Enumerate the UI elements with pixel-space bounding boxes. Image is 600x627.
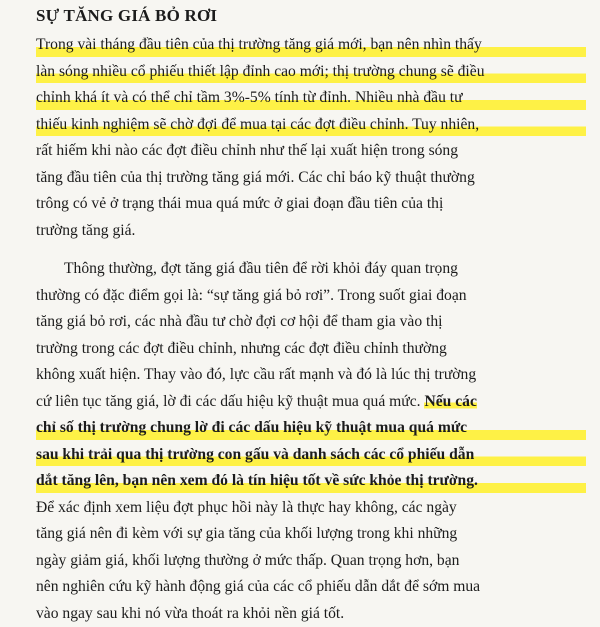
section-title: SỰ TĂNG GIÁ BỎ RƠI — [36, 6, 586, 26]
text-line: chỉnh khá ít và có thể chỉ tầm 3%-5% tính từ đỉnh. Nhiều nhà đầu tư — [36, 85, 586, 112]
paragraph-2 — [36, 256, 586, 627]
text-line: trông có vẻ ở trạng thái mua quá mức ở giai đoạn đầu tiên của thị — [36, 191, 586, 218]
text-line: trường tăng giá. — [36, 218, 586, 245]
text-line: không xuất hiện. Thay vào đó, lực cầu rất mạnh và đó là lúc thị trường — [36, 362, 586, 389]
text-line: nên nghiên cứu kỹ hành động giá của các cổ phiếu dẫn dắt để sớm mua — [36, 574, 586, 601]
text-line: tăng giá nên đi kèm với sự gia tăng của khối lượng trong khi những — [36, 521, 586, 548]
text-line — [36, 389, 586, 416]
text-line: vào ngay sau khi nó vừa thoát ra khỏi nền giá tốt. — [36, 601, 586, 627]
text-line-plain: cứ liên tục tăng giá, lờ đi các dấu hiệu kỹ thuật mua quá mức. — [36, 393, 421, 410]
text-line: thường có đặc điểm gọi là: “sự tăng giá bỏ rơi”. Trong suốt giai đoạn — [36, 283, 586, 310]
text-line: thiếu kinh nghiệm sẽ chờ đợi để mua tại các đợt điều chỉnh. Tuy nhiên, — [36, 112, 586, 139]
text-line: rất hiếm khi nào các đợt điều chỉnh như thế lại xuất hiện trong sóng — [36, 138, 586, 165]
text-line: tăng đầu tiên của thị trường tăng giá mới. Các chỉ báo kỹ thuật thường — [36, 165, 586, 192]
highlighted-bold-line: dắt tăng lên, bạn nên xem đó là tín hiệu tốt về sức khỏe thị trường. — [36, 468, 586, 495]
text-line: trường trong các đợt điều chỉnh, nhưng các đợt điều chỉnh thường — [36, 336, 586, 363]
highlighted-bold-line: sau khi trải qua thị trường con gấu và danh sách các cổ phiếu dẫn — [36, 442, 586, 469]
text-line: Trong vài tháng đầu tiên của thị trường tăng giá mới, bạn nên nhìn thấy — [36, 32, 586, 59]
text-line: ngày giảm giá, khối lượng thường ở mức thấp. Quan trọng hơn, bạn — [36, 548, 586, 575]
text-line: tăng giá bỏ rơi, các nhà đầu tư chờ đợi cơ hội để tham gia vào thị — [36, 309, 586, 336]
text-line: Để xác định xem liệu đợt phục hồi này là thực hay không, các ngày — [36, 495, 586, 522]
highlighted-bold-text: Nếu các — [424, 393, 476, 410]
highlighted-bold-line: chỉ số thị trường chung lờ đi các dấu hiệu kỹ thuật mua quá mức — [36, 415, 586, 442]
text-line: làn sóng nhiều cổ phiếu thiết lập đỉnh cao mới; thị trường chung sẽ điều — [36, 59, 586, 86]
text-line: Thông thường, đợt tăng giá đầu tiên để rời khỏi đáy quan trọng — [36, 256, 586, 283]
paragraph-1 — [36, 32, 586, 244]
